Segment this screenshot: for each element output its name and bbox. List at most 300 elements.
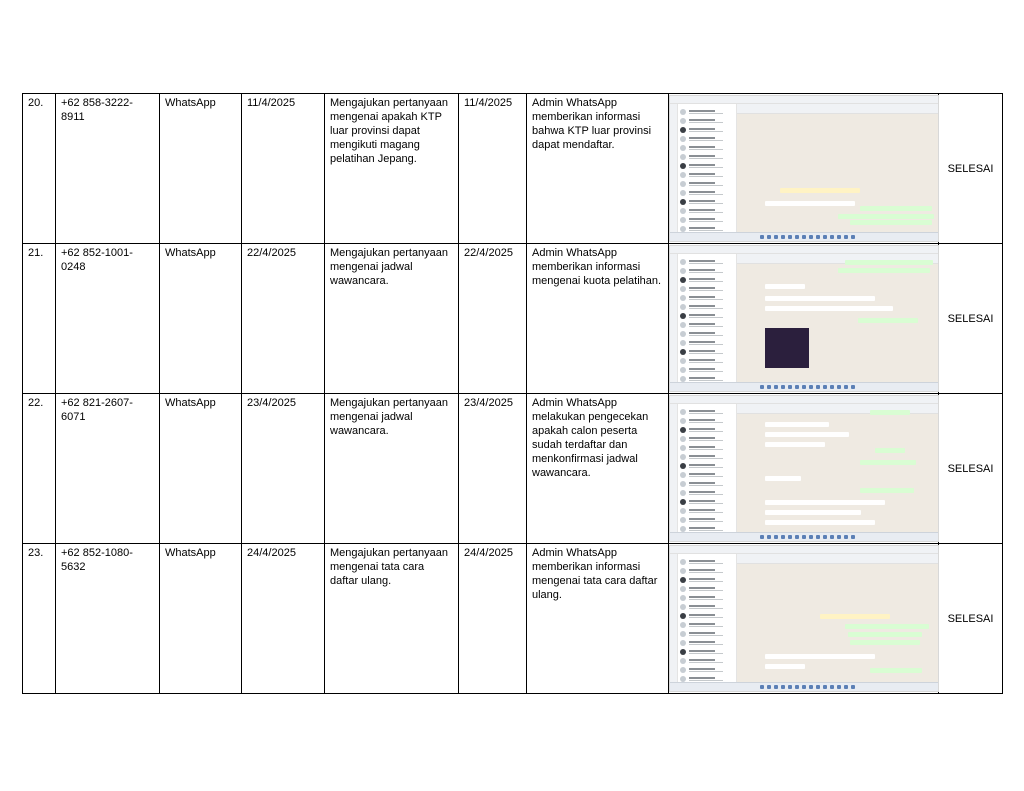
chat-list-detail: [689, 560, 715, 562]
chat-list-detail: [689, 377, 715, 379]
avatar: [680, 577, 686, 583]
avatar: [680, 304, 686, 310]
taskbar-app-icon: [837, 685, 841, 689]
taskbar-app-icon: [844, 685, 848, 689]
taskbar-app-icon: [795, 685, 799, 689]
chat-list-item: [680, 507, 734, 515]
taskbar-app-icon: [767, 385, 771, 389]
navigation-rail: [670, 404, 678, 532]
chat-bubble: [765, 510, 861, 515]
chat-list-detail: [689, 137, 715, 139]
chat-list-detail: [689, 590, 723, 591]
chat-list-detail: [689, 596, 715, 598]
chat-list-detail: [689, 353, 723, 354]
chat-image: [765, 328, 809, 368]
avatar: [680, 490, 686, 496]
chat-list-detail: [689, 650, 715, 652]
date-followup: 23/4/2025: [459, 394, 527, 544]
channel: WhatsApp: [160, 94, 242, 244]
date-received: 11/4/2025: [242, 94, 325, 244]
avatar: [680, 208, 686, 214]
chat-list-item: [680, 558, 734, 566]
avatar: [680, 340, 686, 346]
chat-list-detail: [689, 140, 723, 141]
complaint-text: Mengajukan pertanyaan mengenai tata cara daftar ulang.: [325, 544, 459, 694]
navigation-rail: [670, 104, 678, 232]
taskbar-app-icon: [830, 385, 834, 389]
chat-list-item: [680, 321, 734, 329]
taskbar-app-icon: [823, 235, 827, 239]
chat-list-item: [680, 639, 734, 647]
chat-list-detail: [689, 287, 715, 289]
avatar: [680, 631, 686, 637]
taskbar-app-icon: [837, 235, 841, 239]
chat-list-item: [680, 294, 734, 302]
taskbar-app-icon: [802, 685, 806, 689]
chat-list-detail: [689, 476, 723, 477]
screenshot-cell: [669, 394, 939, 544]
avatar: [680, 595, 686, 601]
chat-list-detail: [689, 296, 715, 298]
status: SELESAI: [939, 94, 1003, 244]
chat-list-detail: [689, 521, 723, 522]
taskbar-app-icon: [844, 235, 848, 239]
chat-list-detail: [689, 155, 715, 157]
chat-list-detail: [689, 191, 715, 193]
complaint-log-table: [22, 93, 1003, 694]
channel: WhatsApp: [160, 544, 242, 694]
chat-bubble: [765, 520, 875, 525]
window-titlebar: [670, 96, 938, 104]
navigation-rail: [670, 554, 678, 682]
chat-bubble: [765, 422, 829, 427]
chat-list-detail: [689, 194, 723, 195]
avatar: [680, 658, 686, 664]
chat-list-detail: [689, 218, 715, 220]
chat-list-detail: [689, 281, 723, 282]
chat-list-item: [680, 408, 734, 416]
taskbar-app-icon: [774, 385, 778, 389]
chat-list-detail: [689, 581, 723, 582]
chat-list-detail: [689, 572, 723, 573]
chat-list-detail: [689, 662, 723, 663]
chat-list-detail: [689, 131, 723, 132]
avatar: [680, 454, 686, 460]
taskbar-app-icon: [844, 385, 848, 389]
chat-list-detail: [689, 164, 715, 166]
chat-list: [678, 104, 737, 232]
chat-list-item: [680, 207, 734, 215]
taskbar-app-icon: [767, 685, 771, 689]
chat-list-item: [680, 462, 734, 470]
date-followup: 11/4/2025: [459, 94, 527, 244]
taskbar-app-icon: [851, 385, 855, 389]
avatar: [680, 217, 686, 223]
followup-text: Admin WhatsApp memberikan informasi bahwa KTP luar provinsi dapat mendaftar.: [527, 94, 669, 244]
avatar: [680, 172, 686, 178]
chat-list-detail: [689, 491, 715, 493]
taskbar-app-icon: [795, 235, 799, 239]
chat-bubble: [870, 668, 922, 673]
chat-list-detail: [689, 176, 723, 177]
chat-list-detail: [689, 122, 723, 123]
chat-bubble: [848, 632, 922, 637]
chat-bubble: [765, 654, 875, 659]
chat-list-detail: [689, 431, 723, 432]
chat-bubble: [860, 206, 932, 211]
chat-list-item: [680, 303, 734, 311]
chat-bubble: [838, 268, 930, 273]
chat-list-detail: [689, 626, 723, 627]
taskbar: [670, 232, 938, 241]
avatar: [680, 427, 686, 433]
taskbar-app-icon: [795, 385, 799, 389]
chat-list-item: [680, 171, 734, 179]
window-titlebar: [670, 396, 938, 404]
chat-bubble: [765, 500, 885, 505]
chat-bubble: [838, 214, 934, 219]
chat-list-detail: [689, 632, 715, 634]
avatar: [680, 277, 686, 283]
chat-list-detail: [689, 680, 723, 681]
chat-list-detail: [689, 326, 723, 327]
chat-bubble: [845, 624, 929, 629]
chat-list-detail: [689, 512, 723, 513]
avatar: [680, 331, 686, 337]
taskbar-app-icon: [802, 535, 806, 539]
taskbar-app-icon: [837, 535, 841, 539]
avatar: [680, 145, 686, 151]
chat-list: [678, 554, 737, 682]
taskbar-app-icon: [851, 235, 855, 239]
chat-list-detail: [689, 653, 723, 654]
chat-list-detail: [689, 563, 723, 564]
taskbar-app-icon: [774, 685, 778, 689]
chat-list-detail: [689, 569, 715, 571]
chat-list-detail: [689, 182, 715, 184]
taskbar-app-icon: [788, 235, 792, 239]
avatar: [680, 358, 686, 364]
avatar: [680, 499, 686, 505]
chat-list-detail: [689, 671, 723, 672]
chat-list-detail: [689, 185, 723, 186]
chat-list-detail: [689, 413, 723, 414]
chat-list-detail: [689, 146, 715, 148]
status: SELESAI: [939, 394, 1003, 544]
phone-number: +62 858-3222-8911: [56, 94, 160, 244]
phone-number: +62 821-2607-6071: [56, 394, 160, 544]
chat-bubble: [765, 296, 875, 301]
screenshot-cell: [669, 244, 939, 394]
avatar: [680, 190, 686, 196]
taskbar-app-icon: [816, 535, 820, 539]
chat-header: [737, 554, 938, 564]
chat-list-detail: [689, 605, 715, 607]
table-row: [23, 94, 1003, 244]
chat-list-item: [680, 567, 734, 575]
date-followup: 22/4/2025: [459, 244, 527, 394]
chat-bubble: [765, 284, 805, 289]
chat-list-detail: [689, 314, 715, 316]
chat-list-detail: [689, 158, 723, 159]
chat-list-detail: [689, 677, 715, 679]
chat-list-item: [680, 180, 734, 188]
chat-list-detail: [689, 305, 715, 307]
whatsapp-chat-screenshot: [669, 545, 939, 692]
chat-list-detail: [689, 428, 715, 430]
chat-list-item: [680, 198, 734, 206]
chat-list-detail: [689, 641, 715, 643]
taskbar-app-icon: [809, 235, 813, 239]
chat-list-item: [680, 117, 734, 125]
chat-list-item: [680, 162, 734, 170]
chat-list-item: [680, 312, 734, 320]
chat-bubble: [850, 220, 932, 225]
screenshot-cell: [669, 94, 939, 244]
chat-list-detail: [689, 422, 723, 423]
date-followup: 24/4/2025: [459, 544, 527, 694]
chat-list-item: [680, 621, 734, 629]
taskbar-app-icon: [795, 535, 799, 539]
chat-list-detail: [689, 503, 723, 504]
taskbar-app-icon: [816, 385, 820, 389]
chat-list-item: [680, 471, 734, 479]
chat-list-item: [680, 339, 734, 347]
chat-list-item: [680, 366, 734, 374]
complaint-log-body: [23, 94, 1003, 694]
channel: WhatsApp: [160, 244, 242, 394]
chat-list-detail: [689, 200, 715, 202]
taskbar-app-icon: [830, 535, 834, 539]
avatar: [680, 436, 686, 442]
screenshot-cell: [669, 544, 939, 694]
chat-bubble: [860, 488, 914, 493]
chat-list-detail: [689, 644, 723, 645]
chat-list-detail: [689, 614, 715, 616]
chat-bubble: [765, 476, 801, 481]
window-titlebar: [670, 546, 938, 554]
taskbar-app-icon: [802, 385, 806, 389]
chat-list-item: [680, 417, 734, 425]
avatar: [680, 322, 686, 328]
chat-list-detail: [689, 290, 723, 291]
chat-list-detail: [689, 263, 723, 264]
phone-number: +62 852-1080-5632: [56, 544, 160, 694]
chat-list-item: [680, 480, 734, 488]
taskbar-app-icon: [809, 685, 813, 689]
taskbar-app-icon: [809, 385, 813, 389]
window-titlebar: [670, 246, 938, 254]
taskbar: [670, 382, 938, 391]
chat-bubble: [875, 448, 905, 453]
avatar: [680, 313, 686, 319]
chat-list-item: [680, 135, 734, 143]
chat-list-detail: [689, 455, 715, 457]
chat-list-item: [680, 216, 734, 224]
chat-list-detail: [689, 659, 715, 661]
chat-list-detail: [689, 527, 715, 529]
avatar: [680, 418, 686, 424]
avatar: [680, 622, 686, 628]
chat-list-detail: [689, 167, 723, 168]
chat-bubble: [780, 188, 860, 193]
taskbar-app-icon: [830, 685, 834, 689]
avatar: [680, 640, 686, 646]
taskbar-app-icon: [760, 385, 764, 389]
row-number: 22.: [23, 394, 56, 544]
taskbar-app-icon: [802, 235, 806, 239]
chat-list-detail: [689, 578, 715, 580]
chat-list-detail: [689, 380, 723, 381]
chat-list-detail: [689, 371, 723, 372]
chat-bubble: [850, 640, 920, 645]
avatar: [680, 349, 686, 355]
taskbar-app-icon: [781, 385, 785, 389]
chat-list-detail: [689, 635, 723, 636]
chat-list-detail: [689, 482, 715, 484]
chat-list-item: [680, 267, 734, 275]
chat-bubble: [765, 442, 825, 447]
date-received: 23/4/2025: [242, 394, 325, 544]
chat-bubble: [765, 664, 805, 669]
chat-list-detail: [689, 410, 715, 412]
chat-list: [678, 404, 737, 532]
chat-list-detail: [689, 485, 723, 486]
chat-list-detail: [689, 332, 715, 334]
whatsapp-chat-screenshot: [669, 95, 939, 242]
avatar: [680, 181, 686, 187]
chat-list-detail: [689, 473, 715, 475]
chat-list-item: [680, 276, 734, 284]
chat-list-item: [680, 594, 734, 602]
taskbar-app-icon: [774, 535, 778, 539]
chat-list-item: [680, 453, 734, 461]
chat-list-item: [680, 126, 734, 134]
chat-list-detail: [689, 440, 723, 441]
chat-list: [678, 254, 737, 382]
chat-list-detail: [689, 500, 715, 502]
chat-list-item: [680, 603, 734, 611]
avatar: [680, 445, 686, 451]
chat-list-detail: [689, 230, 723, 231]
chat-list-detail: [689, 362, 723, 363]
chat-list-detail: [689, 617, 723, 618]
avatar: [680, 517, 686, 523]
taskbar-app-icon: [760, 685, 764, 689]
chat-list-item: [680, 648, 734, 656]
taskbar-app-icon: [781, 235, 785, 239]
chat-list-item: [680, 357, 734, 365]
chat-list-detail: [689, 299, 723, 300]
avatar: [680, 163, 686, 169]
chat-list-detail: [689, 149, 723, 150]
table-row: [23, 394, 1003, 544]
chat-list-item: [680, 153, 734, 161]
chat-list-detail: [689, 623, 715, 625]
chat-list-detail: [689, 272, 723, 273]
chat-list-detail: [689, 110, 715, 112]
chat-list-detail: [689, 509, 715, 511]
avatar: [680, 118, 686, 124]
chat-list-detail: [689, 209, 715, 211]
chat-list-item: [680, 258, 734, 266]
chat-list-detail: [689, 446, 715, 448]
taskbar-app-icon: [830, 235, 834, 239]
chat-bubble: [765, 432, 849, 437]
taskbar-app-icon: [760, 235, 764, 239]
complaint-text: Mengajukan pertanyaan mengenai apakah KTP luar provinsi dapat mengikuti magang pelatihan Jepang.: [325, 94, 459, 244]
chat-list-detail: [689, 203, 723, 204]
chat-list-detail: [689, 494, 723, 495]
avatar: [680, 295, 686, 301]
chat-list-detail: [689, 278, 715, 280]
chat-list-detail: [689, 212, 723, 213]
chat-bubble: [820, 614, 890, 619]
chat-list-detail: [689, 530, 723, 531]
channel: WhatsApp: [160, 394, 242, 544]
taskbar: [670, 532, 938, 541]
chat-list-detail: [689, 350, 715, 352]
date-received: 22/4/2025: [242, 244, 325, 394]
chat-bubble: [765, 201, 855, 206]
complaint-text: Mengajukan pertanyaan mengenai jadwal wawancara.: [325, 244, 459, 394]
followup-text: Admin WhatsApp memberikan informasi mengenai tata cara daftar ulang.: [527, 544, 669, 694]
chat-list-item: [680, 189, 734, 197]
taskbar-app-icon: [823, 535, 827, 539]
whatsapp-chat-screenshot: [669, 395, 939, 542]
chat-list-item: [680, 630, 734, 638]
taskbar-app-icon: [809, 535, 813, 539]
chat-list-item: [680, 330, 734, 338]
taskbar-app-icon: [823, 685, 827, 689]
chat-list-detail: [689, 464, 715, 466]
chat-list-item: [680, 348, 734, 356]
table-row: [23, 544, 1003, 694]
taskbar-app-icon: [851, 685, 855, 689]
chat-list-detail: [689, 308, 723, 309]
avatar: [680, 367, 686, 373]
avatar: [680, 667, 686, 673]
chat-list-detail: [689, 419, 715, 421]
chat-list-detail: [689, 449, 723, 450]
avatar: [680, 136, 686, 142]
avatar: [680, 604, 686, 610]
complaint-text: Mengajukan pertanyaan mengenai jadwal wawancara.: [325, 394, 459, 544]
taskbar: [670, 682, 938, 691]
chat-list-detail: [689, 359, 715, 361]
taskbar-app-icon: [781, 685, 785, 689]
chat-list-item: [680, 444, 734, 452]
taskbar-app-icon: [788, 685, 792, 689]
taskbar-app-icon: [816, 685, 820, 689]
taskbar-app-icon: [760, 535, 764, 539]
avatar: [680, 508, 686, 514]
followup-text: Admin WhatsApp melakukan pengecekan apakah calon peserta sudah terdaftar dan menkonfirmasi jadwal wawancara.: [527, 394, 669, 544]
chat-list-detail: [689, 467, 723, 468]
chat-list-item: [680, 426, 734, 434]
chat-list-detail: [689, 317, 723, 318]
chat-list-detail: [689, 113, 723, 114]
chat-bubble: [845, 260, 933, 265]
phone-number: +62 852-1001-0248: [56, 244, 160, 394]
taskbar-app-icon: [774, 235, 778, 239]
avatar: [680, 481, 686, 487]
taskbar-app-icon: [767, 535, 771, 539]
avatar: [680, 109, 686, 115]
taskbar-app-icon: [837, 385, 841, 389]
chat-list-detail: [689, 518, 715, 520]
chat-list-detail: [689, 119, 715, 121]
